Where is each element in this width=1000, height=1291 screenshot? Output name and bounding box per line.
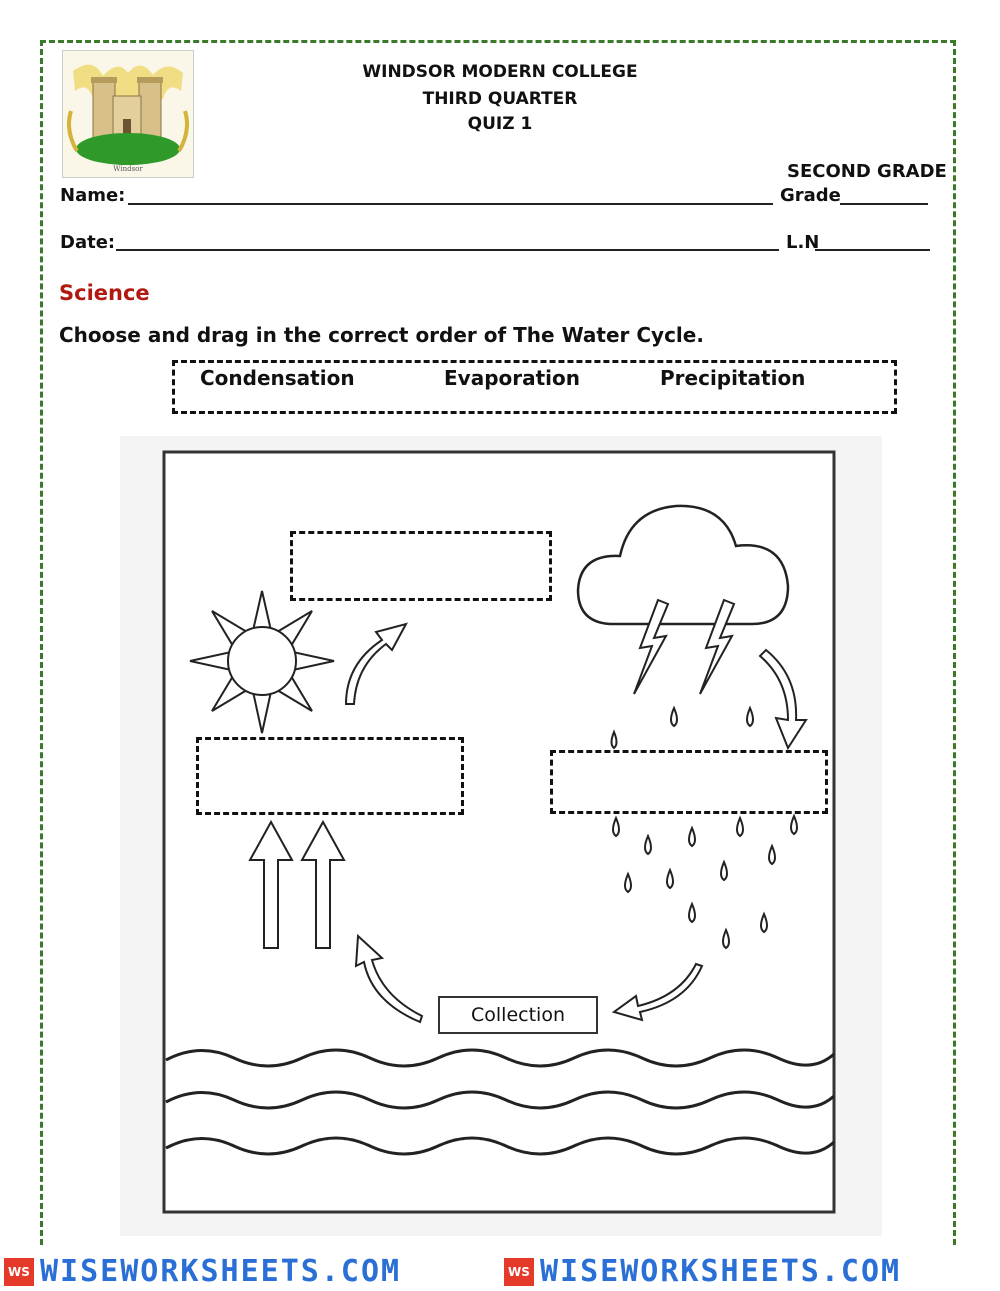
- word-precipitation[interactable]: Precipitation: [660, 366, 806, 390]
- school-name: WINDSOR MODERN COLLEGE: [362, 62, 638, 82]
- grade-label: Grade: [780, 185, 841, 206]
- quarter-title: THIRD QUARTER: [422, 89, 578, 109]
- word-condensation[interactable]: Condensation: [200, 366, 355, 390]
- name-label: Name:: [60, 185, 126, 206]
- logo-caption: Windsor: [113, 165, 143, 173]
- ws-badge-icon: WS: [4, 1258, 34, 1286]
- drop-zone-evaporation[interactable]: [196, 737, 464, 815]
- subject-heading: Science: [59, 281, 150, 305]
- ln-field[interactable]: [815, 249, 930, 251]
- date-field[interactable]: [116, 249, 779, 251]
- ln-label: L.N: [786, 232, 820, 253]
- quiz-title: QUIZ 1: [467, 114, 533, 134]
- instruction-text: Choose and drag in the correct order of The Water Cycle.: [59, 323, 704, 347]
- word-evaporation[interactable]: Evaporation: [444, 366, 581, 390]
- ws-badge-icon: WS: [504, 1258, 534, 1286]
- drop-zone-precipitation[interactable]: [550, 750, 828, 814]
- footer-watermark: [0, 1252, 1000, 1291]
- watermark-text-right: WISEWORKSHEETS.COM: [540, 1254, 902, 1289]
- watermark-text-left: WISEWORKSHEETS.COM: [40, 1254, 402, 1289]
- date-label: Date:: [60, 232, 116, 253]
- school-logo: [62, 50, 194, 178]
- name-field[interactable]: [128, 203, 773, 205]
- grade-field[interactable]: [840, 203, 928, 205]
- collection-label: Collection: [438, 996, 598, 1034]
- grade-level: SECOND GRADE: [787, 161, 947, 182]
- drop-zone-condensation[interactable]: [290, 531, 552, 601]
